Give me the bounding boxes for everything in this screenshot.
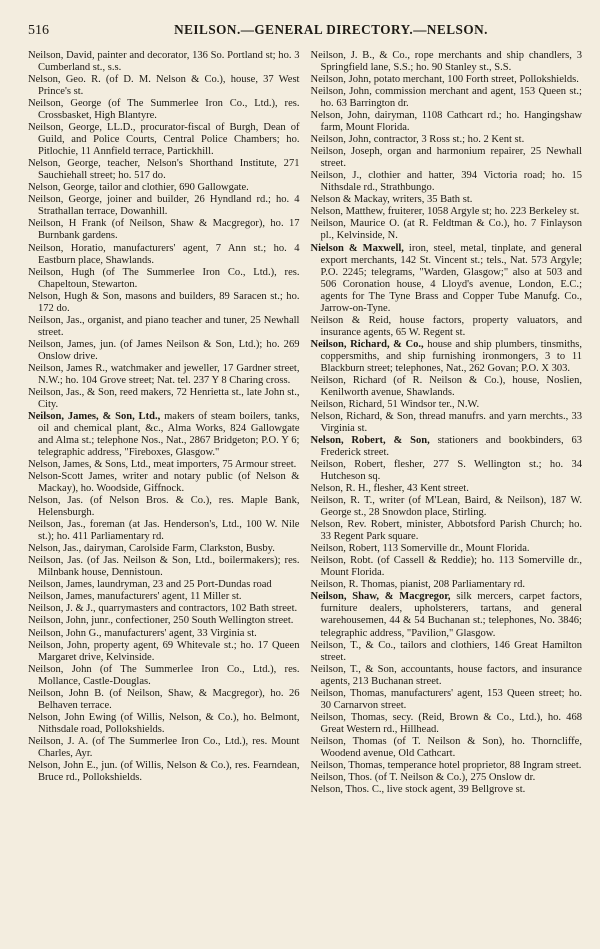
entry-text: Neilson, Joseph, organ and harmonium repairer, 25 Newhall street.	[310, 146, 582, 170]
directory-entry	[28, 495, 300, 519]
directory-entry	[28, 339, 300, 363]
directory-entry	[28, 387, 300, 411]
directory-entry	[28, 50, 300, 74]
directory-entry	[28, 543, 300, 555]
directory-entry	[311, 134, 583, 146]
entry-text: Neilson, John, potato merchant, 100 Forth street, Pollokshields.	[310, 74, 579, 86]
entry-text: Neilson, Jas., foreman (at Jas. Henderson's, Ltd., 100 W. Nile st.); ho. 411 Parliamentary rd.	[28, 519, 300, 543]
directory-entry	[311, 640, 583, 664]
entry-text: Neilson, Thomas, temperance hotel proprietor, 88 Ingram street.	[310, 759, 582, 771]
entry-text: Neilson, R. Thomas, pianist, 208 Parliamentary rd.	[310, 579, 526, 591]
entry-text: Neilson, James, manufacturers' agent, 11 Miller st.	[28, 591, 242, 603]
directory-columns	[28, 50, 582, 796]
entry-text: Neilson, H Frank (of Neilson, Shaw & Macgregor), ho. 17 Burnbank gardens.	[28, 218, 300, 242]
entry-text: Nelson, R. H., flesher, 43 Kent street.	[310, 483, 469, 495]
directory-entry	[311, 784, 583, 796]
directory-entry	[28, 664, 300, 688]
entry-text: Neilson, John (of The Summerlee Iron Co., Ltd.), res. Mollance, Castle-Douglas.	[28, 663, 300, 687]
directory-entry	[311, 315, 583, 339]
entry-text: Neilson, John, contractor, 3 Ross st.; ho. 2 Kent st.	[310, 134, 525, 146]
entry-text: Neilson, Jas., organist, and piano teacher and tuner, 25 Newhall street.	[28, 314, 300, 338]
entry-text: Neilson, George, joiner and builder, 26 Hyndland rd.; ho. 4 Strathallan terrace, Dowanhill.	[28, 194, 300, 218]
entry-name-bold: Nielson & Maxwell,	[310, 242, 404, 254]
directory-entry	[28, 98, 300, 122]
entry-text: Neilson, George, LL.D., procurator-fiscal of Burgh, Dean of Guild, and Police Courts, Central Police Chambers; ho. Pitlochie, 11 Annfield terrace, Partickhill.	[28, 122, 300, 158]
entry-text: Neilson, J. A. (of The Summerlee Iron Co., Ltd.), res. Mount Charles, Ayr.	[28, 735, 300, 759]
entry-name-bold: Nelson, Robert, & Son,	[310, 435, 430, 446]
directory-entry	[28, 760, 300, 784]
entry-name-bold: Neilson, Shaw, & Macgregor,	[310, 591, 451, 603]
entry-text: Neilson, James R., watchmaker and jeweller, 17 Gardner street, N.W.; ho. 104 Grove street; Nat. tel. 237 Y 8 Charing cross.	[28, 362, 300, 386]
directory-entry	[28, 459, 300, 471]
directory-entry	[311, 483, 583, 495]
directory-entry	[28, 74, 300, 98]
directory-entry	[311, 110, 583, 134]
directory-entry	[311, 74, 583, 86]
entry-text: Neilson, Jas. (of Jas. Neilson & Son, Ltd., boilermakers); res. Milnbank house, Dennistoun.	[28, 555, 300, 579]
entry-text: silk mercers, carpet factors, furniture dealers, upholsterers, tartans, and general warehousemen, 44 & 54 Buchanan st.; telephones, No. 3846; telegraphic address, "Pavilion," Glasgow.	[320, 591, 583, 639]
directory-entry	[311, 591, 583, 639]
page-number: 516	[28, 23, 49, 38]
directory-entry	[28, 736, 300, 760]
directory-entry	[28, 267, 300, 291]
left-column	[28, 50, 300, 796]
directory-entry	[311, 86, 583, 110]
entry-text: Nelson, Richard, & Son, thread manufrs. and yarn merchts., 33 Virginia st.	[310, 410, 582, 434]
entry-text: Neilson, John, commission merchant and agent, 153 Queen st.; ho. 63 Barrington dr.	[310, 86, 582, 110]
entry-text: Neilson, Thomas, manufacturers' agent, 153 Queen street; ho. 30 Carnarvon street.	[310, 687, 582, 711]
directory-entry	[311, 146, 583, 170]
entry-text: Nelson, John, dairyman, 1108 Cathcart rd.; ho. Hangingshaw farm, Mount Florida.	[310, 110, 582, 134]
entry-text: Nelson, Thos. C., live stock agent, 39 Bellgrove st.	[310, 783, 526, 795]
entry-text: Nelson, Geo. R. (of D. M. Nelson & Co.), house, 37 West Prince's st.	[28, 74, 300, 98]
directory-entry	[311, 495, 583, 519]
directory-entry	[311, 411, 583, 435]
entry-text: makers of steam boilers, tanks, oil and chemical plant, &c., Alma Works, 824 Gallowgate and Alma st.; telephone Nos., Nat., 2867 Bridgeton; P.O. Y 6; telegraphic address, "Fireboxes, Glasgow."	[38, 410, 300, 459]
entry-text: Nelson, George, tailor and clothier, 690 Gallowgate.	[28, 182, 249, 194]
directory-entry	[28, 555, 300, 579]
directory-entry	[28, 411, 300, 459]
entry-text: Neilson, T., & Co., tailors and clothiers, 146 Great Hamilton street.	[310, 639, 582, 663]
entry-text: Nelson, James, & Sons, Ltd., meat importers, 75 Armour street.	[28, 459, 297, 471]
entry-text: Neilson, J., clothier and hatter, 394 Victoria road; ho. 15 Nithsdale rd., Strathbungo.	[310, 170, 582, 194]
directory-entry	[311, 375, 583, 399]
entry-text: Nelson, Matthew, fruiterer, 1058 Argyle st; ho. 223 Berkeley st.	[310, 206, 580, 218]
entry-text: house and ship plumbers, tinsmiths, coppersmiths, and ship furnishing ironmongers, 3 to 11 Blackburn street; telephones, Nat., 262 Govan; P.O. X 303.	[320, 338, 582, 374]
directory-entry	[311, 543, 583, 555]
entry-text: Neilson, Robert, flesher, 277 S. Wellington st.; ho. 34 Hutcheson sq.	[310, 459, 582, 483]
directory-entry	[28, 291, 300, 315]
entry-text: Nelson, George, teacher, Nelson's Shorthand Institute, 271 Sauchiehall street; ho. 517 do.	[28, 158, 300, 182]
entry-text: Neilson, Maurice O. (at R. Feldtman & Co.), ho. 7 Finlayson pl., Kelvinside, N.	[310, 218, 582, 242]
directory-entry	[311, 459, 583, 483]
entry-name-bold: Neilson, James, & Son, Ltd.,	[28, 410, 161, 422]
directory-entry	[28, 194, 300, 218]
directory-entry	[311, 664, 583, 688]
entry-text: Neilson, Hugh (of The Summerlee Iron Co., Ltd.), res. Chapeltoun, Stewarton.	[28, 266, 300, 290]
entry-text: Neilson, George (of The Summerlee Iron Co., Ltd.), res. Crossbasket, High Blantyre.	[28, 98, 300, 122]
entry-text: Neilson, John, property agent, 69 Whitevale st.; ho. 17 Queen Margaret drive, Kelvinside.	[28, 639, 300, 663]
entry-text: Neilson, James, jun. (of James Neilson & Son, Ltd.); ho. 269 Onslow drive.	[28, 338, 300, 362]
entry-text: Neilson, J. B., & Co., rope merchants and ship chandlers, 3 Springfield lane, S.S.; ho. 90 Stanley st., S.S.	[310, 50, 582, 74]
entry-text: Neilson, Thos. (of T. Neilson & Co.), 275 Onslow dr.	[310, 771, 536, 783]
directory-entry	[311, 579, 583, 591]
entry-text: Neilson, David, painter and decorator, 136 So. Portland st; ho. 3 Cumberland st., s.s.	[28, 50, 300, 74]
directory-entry	[28, 471, 300, 495]
entry-text: Nelson, John E., jun. (of Willis, Nelson & Co.), res. Fearndean, Bruce rd., Pollokshields.	[28, 759, 300, 783]
directory-entry	[311, 555, 583, 579]
entry-text: Neilson, T., & Son, accountants, house factors, and insurance agents, 213 Buchanan street.	[310, 663, 582, 687]
directory-entry	[311, 760, 583, 772]
directory-entry	[311, 399, 583, 411]
entry-text: Nelson-Scott James, writer and notary public (of Nelson & Mackay), ho. Woodside, Giffnock.	[28, 471, 300, 495]
directory-entry	[311, 772, 583, 784]
entry-text: Nelson, Hugh & Son, masons and builders, 89 Saracen st.; ho. 172 do.	[28, 290, 300, 314]
entry-text: Neilson, John, junr., confectioner, 250 South Wellington street.	[28, 615, 294, 627]
right-column	[311, 50, 583, 796]
page-title: NEILSON.—GENERAL DIRECTORY.—NELSON.	[174, 22, 488, 37]
directory-entry	[311, 243, 583, 315]
directory-entry	[28, 615, 300, 627]
entry-name-bold: Neilson, Richard, & Co.,	[310, 338, 424, 350]
entry-text: Neilson, Thomas (of T. Neilson & Son), ho. Thorncliffe, Woodend avenue, Old Cathcart.	[310, 735, 582, 759]
directory-entry	[28, 640, 300, 664]
directory-entry	[311, 50, 583, 74]
directory-entry	[311, 206, 583, 218]
entry-text: Neilson, Richard, 51 Windsor ter., N.W.	[310, 398, 480, 410]
page-header	[28, 22, 582, 40]
entry-text: Neilson, Richard (of R. Neilson & Co.), house, Noslien, Kenilworth avenue, Shawlands.	[310, 374, 582, 398]
directory-entry	[28, 122, 300, 158]
directory-entry	[28, 363, 300, 387]
directory-entry	[28, 688, 300, 712]
directory-entry	[28, 591, 300, 603]
directory-entry	[311, 736, 583, 760]
directory-entry	[28, 243, 300, 267]
entry-text: Neilson, Horatio, manufacturers' agent, 7 Ann st.; ho. 4 Eastburn place, Shawlands.	[28, 242, 300, 266]
directory-entry	[28, 218, 300, 242]
directory-entry	[28, 579, 300, 591]
directory-entry	[28, 182, 300, 194]
entry-text: Neilson, Robert, 113 Somerville dr., Mount Florida.	[310, 543, 530, 555]
directory-entry	[28, 712, 300, 736]
directory-entry	[28, 158, 300, 182]
directory-entry	[311, 519, 583, 543]
entry-text: Nelson, Rev. Robert, minister, Abbotsford Parish Church; ho. 33 Regent Park square.	[310, 519, 582, 543]
directory-entry	[311, 712, 583, 736]
entry-text: Neilson, James, laundryman, 23 and 25 Port-Dundas road	[28, 579, 272, 591]
entry-text: Neilson, Robt. (of Cassell & Reddie); ho. 113 Somerville dr., Mount Florida.	[310, 555, 582, 579]
entry-text: Neilson, Thomas, secy. (Reid, Brown & Co., Ltd.), ho. 468 Great Western rd., Hillhead.	[310, 711, 582, 735]
directory-entry	[28, 628, 300, 640]
entry-text: Nelson & Mackay, writers, 35 Bath st.	[310, 194, 473, 206]
entry-text: Neilson, John G., manufacturers' agent, 33 Virginia st.	[28, 627, 257, 639]
entry-text: Nelson, Jas., dairyman, Carolside Farm, Clarkston, Busby.	[28, 543, 275, 555]
entry-text: Neilson, J. & J., quarrymasters and contractors, 102 Bath street.	[28, 603, 298, 615]
entry-text: Neilson, Jas., & Son, reed makers, 72 Henrietta st., late John st., City.	[28, 386, 300, 410]
entry-text: Nelson, John Ewing (of Willis, Nelson, & Co.), ho. Belmont, Nithsdale road, Pollokshields.	[28, 711, 300, 735]
entry-text: Neilson & Reid, house factors, property valuators, and insurance agents, 65 W. Regent st.	[310, 314, 582, 338]
entry-text: iron, steel, metal, tinplate, and general export merchants, 142 St. Vincent st.; tels., Nat. 573 Argyle; P.O. 2245; telegrams, "Warden, Glasgow;" also at 503 and 506 Coronation house, 4 Lloyd's avenue, London, E.C.; agents for The Tyne Brass and Copper Tube Manufg. Co., Jarrow-on-Tyne.	[320, 242, 582, 314]
directory-entry	[311, 435, 583, 459]
entry-text: Neilson, R. T., writer (of M'Lean, Baird, & Neilson), 187 W. George st., 28 Snowdon place, Stirling.	[310, 495, 582, 519]
entry-text: Neilson, John B. (of Neilson, Shaw, & Macgregor), ho. 26 Belhaven terrace.	[28, 687, 300, 711]
entry-text: stationers and bookbinders, 63 Frederick street.	[320, 435, 582, 459]
directory-entry	[311, 688, 583, 712]
directory-entry	[311, 218, 583, 242]
directory-entry	[28, 519, 300, 543]
directory-entry	[311, 170, 583, 194]
directory-entry	[311, 339, 583, 375]
entry-text: Nelson, Jas. (of Nelson Bros. & Co.), res. Maple Bank, Helensburgh.	[28, 495, 300, 519]
directory-entry	[28, 603, 300, 615]
directory-entry	[311, 194, 583, 206]
directory-entry	[28, 315, 300, 339]
